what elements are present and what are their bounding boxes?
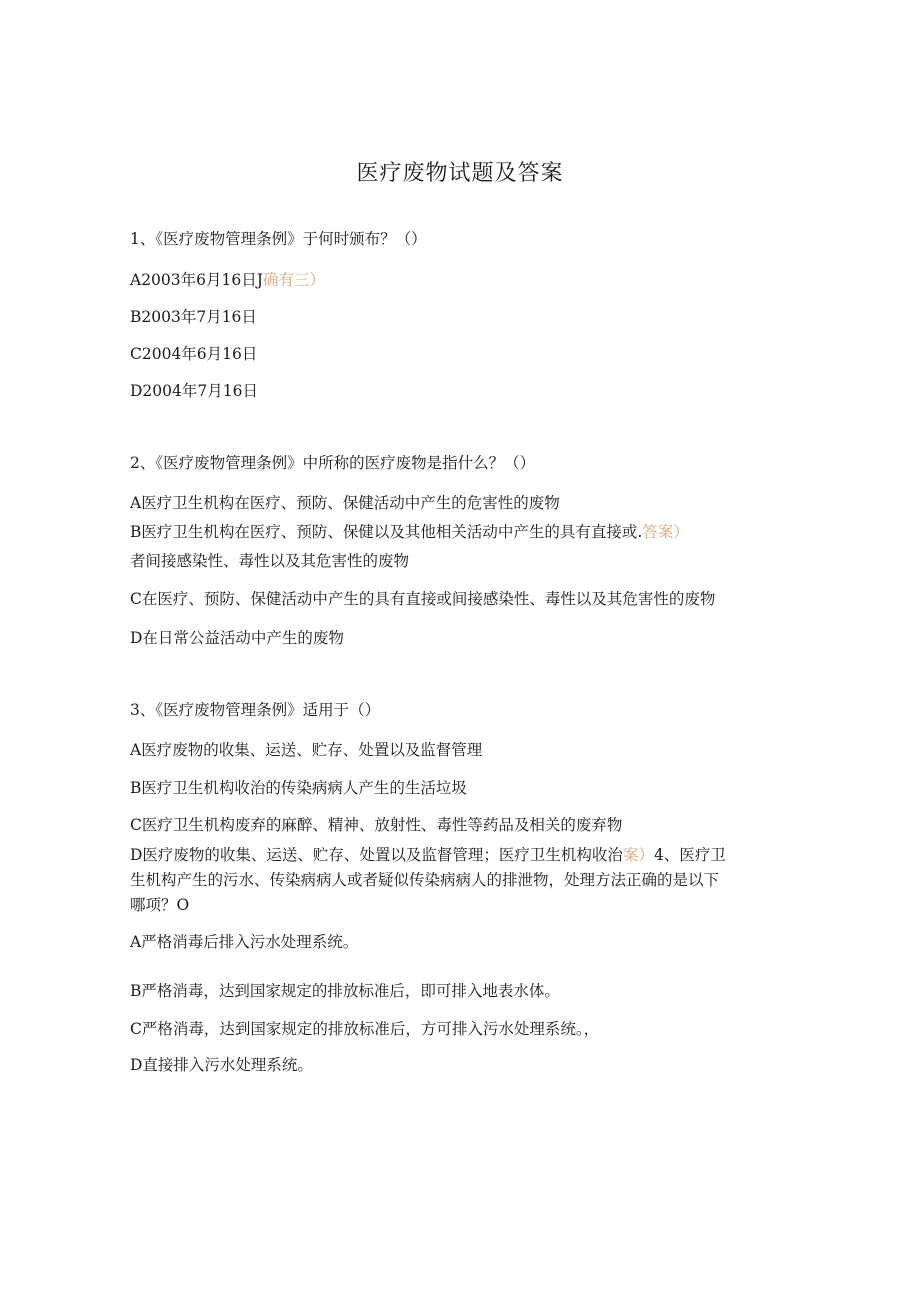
answer-annotation: 案）: [622, 846, 654, 864]
question-3-option-c: C医疗卫生机构废弃的麻醉、精神、放射性、毒性等药品及相关的废弃物: [130, 816, 623, 834]
option-text: A2003年6月16日J: [130, 271, 263, 289]
answer-annotation: 答案）: [642, 523, 689, 541]
question-4-option-c: C严格消毒，达到国家规定的排放标准后，方可排入污水处理系统。，: [130, 1020, 600, 1038]
question-3-stem: 3、《医疗废物管理条例》适用于（）: [130, 701, 381, 719]
question-2-option-a: A医疗卫生机构在医疗、预防、保健活动中产生的危害性的废物: [130, 494, 560, 512]
question-4-stem-start: 4、医疗卫: [653, 846, 726, 864]
question-1-option-d: D2004年7月16日: [130, 382, 258, 400]
question-4-option-b: B严格消毒，达到国家规定的排放标准后，即可排入地表水体。: [130, 982, 560, 1000]
option-text: D医疗废物的收集、运送、贮存、处置以及监督管理；医疗卫生机构收治: [130, 846, 623, 864]
question-4-option-a: A严格消毒后排入污水处理系统。: [130, 933, 359, 951]
question-1-option-c: C2004年6月16日: [130, 345, 258, 363]
question-3-option-d: [130, 845, 726, 865]
question-2-option-c: C在医疗、预防、保健活动中产生的具有直接或间接感染性、毒性以及其危害性的废物: [130, 590, 716, 608]
answer-annotation: 确有三）: [262, 271, 325, 289]
question-2-option-d: D在日常公益活动中产生的废物: [130, 629, 344, 647]
option-text: B医疗卫生机构在医疗、预防、保健以及其他相关活动中产生的具有直接或.: [130, 523, 643, 541]
question-2-option-b: [130, 522, 689, 542]
question-4-stem-line-3: 哪项？O: [130, 896, 190, 914]
question-3-option-b: B医疗卫生机构收治的传染病病人产生的生活垃圾: [130, 779, 467, 797]
question-3-option-a: A医疗废物的收集、运送、贮存、处置以及监督管理: [130, 741, 483, 759]
question-2-stem: 2、《医疗废物管理条例》中所称的医疗废物是指什么？（）: [130, 454, 536, 472]
question-4-stem-line-2: 生机构产生的污水、传染病病人或者疑似传染病病人的排泄物，处理方法正确的是以下: [130, 871, 720, 889]
question-1-stem: 1、《医疗废物管理条例》于何时颁布？（）: [130, 230, 427, 248]
question-2-option-b-continued: 者间接感染性、毒性以及其危害性的废物: [130, 552, 410, 570]
question-4-option-d: D直接排入污水处理系统。: [130, 1056, 313, 1074]
question-1-option-a: [130, 270, 325, 290]
page-title: 医疗废物试题及答案: [356, 161, 564, 186]
question-1-option-b: B2003年7月16日: [130, 308, 257, 326]
